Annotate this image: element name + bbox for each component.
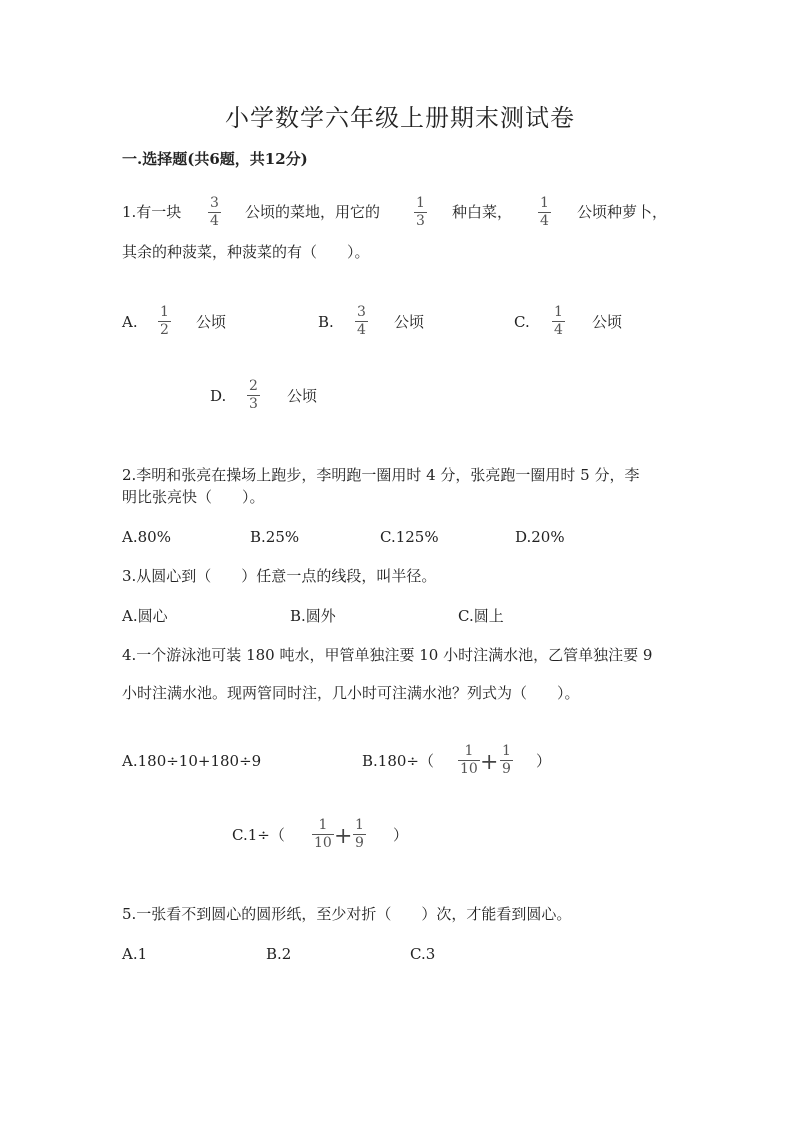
q1-option-b-unit: 公顷 — [394, 313, 425, 331]
q4-option-b-close: ） — [536, 752, 552, 770]
q1-fraction-1-4: 1 4 — [540, 195, 549, 229]
q1-prefix: 1.有一块 — [122, 203, 182, 221]
q4-line-2: 小时注满水池。现两管同时注，几小时可注满水池？列式为（ ）。 — [122, 684, 580, 702]
q4-option-b-fraction-1-9: 1 9 — [502, 743, 511, 777]
q1-option-a-unit: 公顷 — [196, 313, 227, 331]
q4-option-b-plus: + — [480, 750, 499, 775]
q4-option-a[interactable]: A.180÷10+180÷9 — [122, 752, 262, 770]
q1-option-b-fraction: 3 4 — [357, 304, 366, 338]
q1-line-2: 其余的种菠菜，种菠菜的有（ ）。 — [122, 243, 370, 261]
q2-option-a[interactable]: A.80% — [122, 528, 171, 546]
q1-fraction-1-3: 1 3 — [416, 195, 425, 229]
q1-option-a-fraction: 1 2 — [160, 304, 169, 338]
q4-option-b-fraction-1-10: 1 10 — [460, 743, 478, 777]
q3-option-a[interactable]: A.圆心 — [122, 607, 168, 625]
q2-line-2: 明比张亮快（ ）。 — [122, 488, 265, 506]
q2-option-b[interactable]: B.25% — [250, 528, 300, 546]
q5-option-a[interactable]: A.1 — [122, 945, 148, 963]
q5-option-b[interactable]: B.2 — [266, 945, 292, 963]
q1-mid-2: 种白菜， — [452, 203, 513, 221]
q4-option-c-plus: + — [334, 824, 353, 849]
q1-option-d-label[interactable]: D. — [210, 387, 227, 405]
q1-suffix: 公顷种萝卜， — [577, 203, 668, 221]
q4-option-c-prefix[interactable]: C.1÷（ — [232, 826, 285, 844]
q4-option-c-fraction-1-10: 1 10 — [314, 817, 332, 851]
q3-option-c[interactable]: C.圆上 — [458, 607, 504, 625]
q4-option-c-fraction-1-9: 1 9 — [355, 817, 364, 851]
q5-line-1: 5.一张看不到圆心的圆形纸，至少对折（ ）次，才能看到圆心。 — [122, 905, 572, 923]
q2-line-1: 2.李明和张亮在操场上跑步，李明跑一圈用时 4 分，张亮跑一圈用时 5 分，李 — [122, 466, 640, 484]
q4-line-1: 4.一个游泳池可装 180 吨水，甲管单独注要 10 小时注满水池，乙管单独注要 9 — [122, 646, 653, 664]
q2-option-d[interactable]: D.20% — [515, 528, 565, 546]
q3-option-b[interactable]: B.圆外 — [290, 607, 336, 625]
q1-option-d-unit: 公顷 — [287, 387, 318, 405]
q1-mid-1: 公顷的菜地，用它的 — [245, 203, 381, 221]
q1-option-b-label[interactable]: B. — [318, 313, 334, 331]
q1-option-c-label[interactable]: C. — [514, 313, 530, 331]
q1-option-a-label[interactable]: A. — [122, 313, 138, 331]
q1-option-c-fraction: 1 4 — [554, 304, 563, 338]
q5-option-c[interactable]: C.3 — [410, 945, 436, 963]
q1-fraction-3-4: 3 4 — [210, 195, 219, 229]
q4-option-c-close: ） — [393, 826, 409, 844]
section-heading: 一.选择题(共6题，共12分) — [122, 150, 308, 168]
q1-option-d-fraction: 2 3 — [249, 378, 258, 412]
q3-line-1: 3.从圆心到（ ）任意一点的线段，叫半径。 — [122, 567, 437, 585]
q4-option-b-prefix[interactable]: B.180÷（ — [362, 752, 434, 770]
q2-option-c[interactable]: C.125% — [380, 528, 439, 546]
q1-option-c-unit: 公顷 — [592, 313, 623, 331]
page-title: 小学数学六年级上册期末测试卷 — [225, 104, 575, 132]
